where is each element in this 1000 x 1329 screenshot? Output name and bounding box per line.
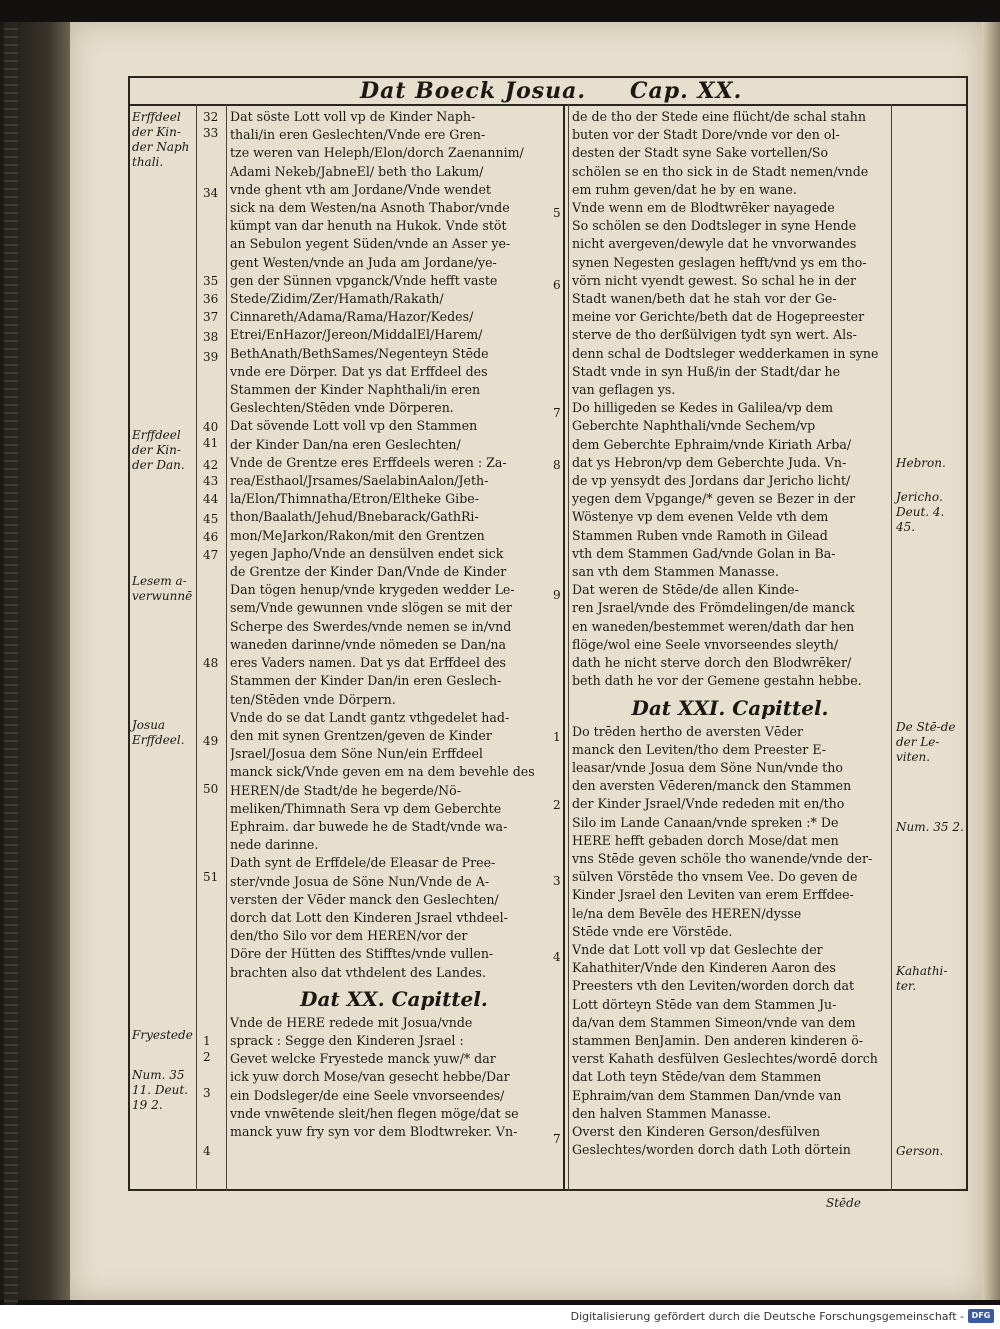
text-line: Dath synt de Erffdele/de Eleasar de Pree-	[230, 855, 496, 871]
chapter20-cities-text	[572, 399, 888, 690]
header-rule	[128, 104, 968, 106]
margin-note-josua: Josua Erffdeel.	[132, 718, 185, 747]
text-line: yegen Japho/Vnde an densülven endet sick	[230, 545, 504, 561]
text-line: ten/Stēden vnde Dörpern.	[230, 691, 396, 707]
text-line: Stadt vnde in syn Huß/in der Stadt/dar he	[572, 363, 841, 379]
text-line: Stammen Ruben vnde Ramoth in Gilead	[572, 527, 828, 543]
text-line: ren Jsrael/vnde des Frömdelingen/de manck	[572, 600, 855, 616]
text-line: sprack : Segge den Kinderen Jsrael :	[230, 1032, 464, 1048]
margin-note-num352: Num. 35 2.	[896, 820, 964, 834]
text-line: der Kinder Dan/na eren Geslechten/	[230, 436, 461, 452]
text-line: dat Loth teyn Stēde/van dem Stammen	[572, 1069, 822, 1085]
text-line: dath he nicht sterve dorch den Blodwrēker/	[572, 655, 852, 671]
text-line: Vnde de HERE redede mit Josua/vnde	[230, 1014, 473, 1030]
verse-number: 36	[203, 292, 219, 306]
page-edge-right	[982, 22, 1000, 1300]
verse-number: 2	[553, 798, 561, 812]
text-line: Geslechten/Stēden vnde Dörperen.	[230, 400, 454, 416]
text-line: den aversten Vēderen/manck den Stammen	[572, 778, 852, 794]
margin-note-fryestede: Fryestede	[132, 1028, 193, 1042]
verse-number: 38	[203, 330, 219, 344]
chapter-21-heading: Dat XXI. Capittel.	[631, 695, 829, 720]
text-line: nicht avergeven/dewyle dat he vnvorwandes	[572, 236, 857, 252]
text-line: Cinnareth/Adama/Rama/Hazor/Kedes/	[230, 309, 474, 325]
text-line: dat ys Hebron/vp dem Geberchte Juda. Vn-	[572, 454, 847, 470]
text-line: da/van dem Stammen Simeon/vnde van dem	[572, 1014, 856, 1030]
text-line: dem Geberchte Ephraim/vnde Kiriath Arba/	[572, 436, 852, 452]
text-line: Do trēden hertho de aversten Vēder	[572, 723, 803, 739]
chapter-heading: Cap. XX.	[630, 78, 743, 104]
text-line: manck den Leviten/tho dem Preester E-	[572, 741, 827, 757]
verse-number: 49	[203, 734, 219, 748]
text-line: vnde ghent vth am Jordane/Vnde wendet	[230, 181, 491, 197]
text-line: Lott dörteyn Stēde van dem Stammen Ju-	[572, 996, 837, 1012]
page-edge-left	[0, 22, 70, 1300]
text-line: den/tho Silo vor dem HEREN/vor der	[230, 928, 468, 944]
text-line: Dat weren de Stēde/de allen Kinde-	[572, 582, 799, 598]
text-line: Preesters vth den Leviten/worden dorch dat	[572, 978, 855, 994]
text-line: de vp yensydt des Jordans dar Jericho licht/	[572, 473, 851, 489]
text-line: Jsrael/Josua dem Söne Nun/ein Erffdeel	[230, 746, 483, 762]
footer-credit: Digitalisierung gefördert durch die Deutsche Forschungsgemeinschaft -	[570, 1310, 964, 1323]
text-line: Scherpe des Swerdes/vnde nemen se in/vnd	[230, 618, 512, 634]
dfg-logo[interactable]: DFG	[968, 1309, 994, 1323]
text-line: Stammen der Kinder Dan/in eren Geslech-	[230, 673, 502, 689]
text-line: desten der Stadt syne Sake vortellen/So	[572, 145, 829, 161]
text-line: vörn nicht vyendt gewest. So schal he in der	[572, 272, 857, 288]
text-line: an Sebulon yegent Süden/vnde an Asser ye-	[230, 236, 511, 252]
text-line: brachten also dat vthdelent des Landes.	[230, 964, 487, 980]
text-line: le/na dem Bevēle des HEREN/dysse	[572, 905, 802, 921]
chapter21-text	[572, 723, 888, 1160]
verse-number: 3	[203, 1086, 211, 1100]
text-line: Stēde vnde ere Vörstēde.	[572, 923, 733, 939]
verse-number: 45	[203, 512, 219, 526]
column-divider	[563, 104, 565, 1191]
text-line: mon/MeJarkon/Rakon/mit den Grentzen	[230, 527, 485, 543]
binding-ruler	[4, 22, 18, 1322]
text-line: vnde vnwētende sleit/hen flegen möge/dat se	[230, 1105, 519, 1121]
text-line: manck yuw fry syn vor dem Blodtwreker. Vn-	[230, 1123, 518, 1139]
text-line: verst Kahath desfülven Geslechtes/wordē dorch	[572, 1051, 878, 1067]
text-line: Do hilligeden se Kedes in Galilea/vp dem	[572, 400, 834, 416]
text-line: Vnde do se dat Landt gantz vthgedelet had-	[230, 709, 510, 725]
verse-number: 33	[203, 126, 219, 140]
margin-note-dan: Erffdeel der Kin-der Dan.	[132, 428, 185, 472]
text-line: Silo im Lande Canaan/vnde spreken :* De	[572, 814, 839, 830]
text-line: So schölen se den Dodtsleger in syne Hende	[572, 218, 857, 234]
verse-number: 37	[203, 310, 219, 324]
text-line: dorch dat Lott den Kinderen Jsrael vthdeel-	[230, 909, 508, 925]
text-line: buten vor der Stadt Dore/vnde vor den ol-	[572, 127, 840, 143]
text-line: flöge/wol eine Seele vnvorseendes sleyth/	[572, 636, 839, 652]
text-line: de de tho der Stede eine flücht/de schal stahn	[572, 109, 866, 124]
text-line: yegen dem Vpgange/* geven se Bezer in der	[572, 491, 856, 507]
text-line: den mit synen Grentzen/geven de Kinder	[230, 727, 492, 743]
verse-number: 35	[203, 274, 219, 288]
text-line: HERE hefft gebaden dorch Mose/dat men	[572, 832, 839, 848]
verse-number: 50	[203, 782, 219, 796]
margin-note-kahathiter: Kahathi-ter.	[896, 964, 948, 993]
text-line: ein Dodsleger/de eine Seele vnvorseendes/	[230, 1087, 505, 1103]
text-line: Kinder Jsrael den Leviten van erem Erffdee-	[572, 887, 854, 903]
verse-number: 4	[203, 1144, 211, 1158]
text-line: Dan tögen henup/vnde krygeden wedder Le-	[230, 582, 515, 598]
text-line: den halven Stammen Manasse.	[572, 1105, 772, 1121]
text-line: denn schal de Dodtsleger wedderkamen in syne	[572, 345, 879, 361]
text-line: eres Vaders namen. Dat ys dat Erffdeel des	[230, 655, 506, 671]
text-line: Wöstenye vp dem evenen Velde vth dem	[572, 509, 829, 525]
text-line: vns Stēde geven schöle tho wanende/vnde der-	[572, 850, 873, 866]
chapter20-refuge-text	[572, 108, 888, 399]
verse-number: 6	[553, 278, 561, 292]
text-line: thon/Baalath/Jehud/Bnebarack/GathRi-	[230, 509, 479, 525]
text-column-left	[230, 108, 558, 1141]
text-line: BethAnath/BethSames/Negenteyn Stēde	[230, 345, 489, 361]
mid-verse-rule	[568, 104, 569, 1191]
verse-number: 5	[553, 206, 561, 220]
chapter19-naphthali-text	[230, 108, 558, 417]
text-line: Geberchte Naphthali/vnde Sechem/vp	[572, 418, 816, 434]
text-line: sülven Vörstēde tho vnsem Vee. Do geven de	[572, 869, 858, 885]
text-line: HEREN/de Stadt/de he begerde/Nö-	[230, 782, 461, 798]
verse-number: 48	[203, 656, 219, 670]
verse-number: 39	[203, 350, 219, 364]
verse-number: 43	[203, 474, 219, 488]
text-line: manck sick/Vnde geven em na dem bevehle des	[230, 764, 535, 780]
margin-note-jericho: Jericho. Deut. 4. 45.	[896, 490, 945, 534]
text-line: Kahathiter/Vnde den Kinderen Aaron des	[572, 960, 836, 976]
verse-number: 47	[203, 548, 219, 562]
verse-number: 4	[553, 950, 561, 964]
text-line: Ephraim/van dem Stammen Dan/vnde van	[572, 1087, 842, 1103]
margin-note-num35: Num. 35 11. Deut. 19 2.	[132, 1068, 188, 1112]
text-line: der Kinder Jsrael/Vnde rededen mit en/tho	[572, 796, 845, 812]
verse-number: 34	[203, 186, 219, 200]
verse-number: 44	[203, 492, 219, 506]
text-line: Döre der Hütten des Stifftes/vnde vullen-	[230, 946, 494, 962]
verse-number: 46	[203, 530, 219, 544]
text-line: Dat söste Lott voll vp de Kinder Naph-	[230, 109, 476, 124]
verse-number: 40	[203, 420, 219, 434]
text-line: Vnde de Grentze eres Erffdeels weren : Za-	[230, 454, 507, 470]
text-line: Vnde dat Lott voll vp dat Geslechte der	[572, 941, 823, 957]
text-line: nede darinne.	[230, 837, 319, 853]
text-line: Adami Nekeb/JabneEl/ beth tho Lakum/	[230, 163, 484, 179]
verse-number: 7	[553, 1132, 561, 1146]
text-line: sick na dem Westen/na Asnoth Thabor/vnde	[230, 200, 510, 216]
margin-note-gerson: Gerson.	[896, 1144, 944, 1158]
margin-note-naphthali: Erffdeel der Kin-der Naph thali.	[132, 110, 190, 169]
margin-note-stede-leviten: De Stē-de der Le-viten.	[896, 720, 956, 764]
text-line: gen der Sünnen vpganck/Vnde hefft vaste	[230, 272, 498, 288]
text-line: la/Elon/Thimnatha/Etron/Eltheke Gibe-	[230, 491, 479, 507]
verse-number: 32	[203, 110, 219, 124]
text-column-right	[572, 108, 888, 1159]
text-line: Gevet welcke Fryestede manck yuw/* dar	[230, 1051, 496, 1067]
text-line: san vth dem Stammen Manasse.	[572, 564, 779, 580]
chapter-20-heading: Dat XX. Capittel.	[300, 986, 488, 1011]
text-line: Vnde wenn em de Blodtwrēker nayagede	[572, 200, 835, 216]
text-line: rea/Esthaol/Jrsames/SaelabinAalon/Jeth-	[230, 473, 489, 489]
text-line: en waneden/bestemmet weren/dath dar hen	[572, 618, 855, 634]
text-line: Geslechtes/worden dorch dath Loth dörtein	[572, 1142, 851, 1158]
catchword: Stēde	[826, 1196, 861, 1210]
verse-number: 41	[203, 436, 219, 450]
running-title: Dat Boeck Josua.	[360, 78, 587, 104]
text-line: Etrei/EnHazor/Jereon/MiddalEl/Harem/	[230, 327, 483, 343]
text-line: vth dem Stammen Gad/vnde Golan in Ba-	[572, 545, 836, 561]
text-line: versten der Vēder manck den Geslechten/	[230, 891, 499, 907]
verse-number: 8	[553, 458, 561, 472]
verse-number: 2	[203, 1050, 211, 1064]
text-line: meine vor Gerichte/beth dat de Hogepreester	[572, 309, 865, 325]
text-line: em ruhm geven/dat he by en wane.	[572, 181, 797, 197]
margin-note-hebron: Hebron.	[896, 456, 946, 470]
text-line: de Grentze der Kinder Dan/Vnde de Kinder	[230, 564, 507, 580]
verse-number: 7	[553, 406, 561, 420]
left-margin-rule	[196, 104, 197, 1191]
margin-note-lesem: Lesem a-verwunnē	[132, 574, 193, 603]
text-line: leasar/vnde Josua dem Söne Nun/vnde tho	[572, 759, 843, 775]
text-line: Stede/Zidim/Zer/Hamath/Rakath/	[230, 291, 444, 307]
text-line: beth dath he vor der Gemene gestahn hebbe.	[572, 673, 862, 689]
text-line: tze weren van Heleph/Elon/dorch Zaenannim/	[230, 145, 524, 161]
text-line: sterve de tho derßülvigen tydt syn wert. Als-	[572, 327, 857, 343]
verse-number: 9	[553, 588, 561, 602]
verse-number: 42	[203, 458, 219, 472]
chapter19-josua-text	[230, 709, 558, 982]
text-line: van geflagen ys.	[572, 382, 676, 398]
text-line: ick yuw dorch Mose/van gesecht hebbe/Dar	[230, 1069, 510, 1085]
text-line: Stammen der Kinder Naphthali/in eren	[230, 382, 481, 398]
chapter19-dan-text	[230, 417, 558, 708]
left-verse-rule	[226, 104, 227, 1191]
text-line: ster/vnde Josua de Söne Nun/Vnde de A-	[230, 873, 490, 889]
text-line: Overst den Kinderen Gerson/desfülven	[572, 1123, 821, 1139]
text-line: schölen se en tho sick in de Stadt nemen/vnde	[572, 163, 869, 179]
verse-number: 1	[553, 730, 561, 744]
text-line: synen Negesten geslagen hefft/vnd ys em tho-	[572, 254, 867, 270]
text-line: Ephraim. dar buwede he de Stadt/vnde wa-	[230, 818, 508, 834]
text-line: Dat sövende Lott voll vp den Stammen	[230, 418, 478, 434]
verse-number: 51	[203, 870, 219, 884]
text-line: gent Westen/vnde an Juda am Jordane/ye-	[230, 254, 497, 270]
verse-number: 1	[203, 1034, 211, 1048]
footer-bar	[0, 1305, 1000, 1329]
chapter20-text	[230, 1014, 558, 1141]
text-line: sem/Vnde gewunnen vnde slögen se mit der	[230, 600, 512, 616]
text-line: waneden darinne/vnde nömeden se Dan/na	[230, 636, 506, 652]
verse-number: 3	[553, 874, 561, 888]
text-line: stammen BenJamin. Den anderen kinderen ö-	[572, 1032, 864, 1048]
text-line: meliken/Thimnath Sera vp dem Geberchte	[230, 800, 502, 816]
text-line: kümpt van dar henuth na Hukok. Vnde stöt	[230, 218, 507, 234]
text-line: vnde ere Dörper. Dat ys dat Erffdeel des	[230, 363, 488, 379]
right-margin-rule	[891, 104, 892, 1191]
text-line: thali/in eren Geslechten/Vnde ere Gren-	[230, 127, 486, 143]
text-line: Stadt wanen/beth dat he stah vor der Ge-	[572, 291, 837, 307]
